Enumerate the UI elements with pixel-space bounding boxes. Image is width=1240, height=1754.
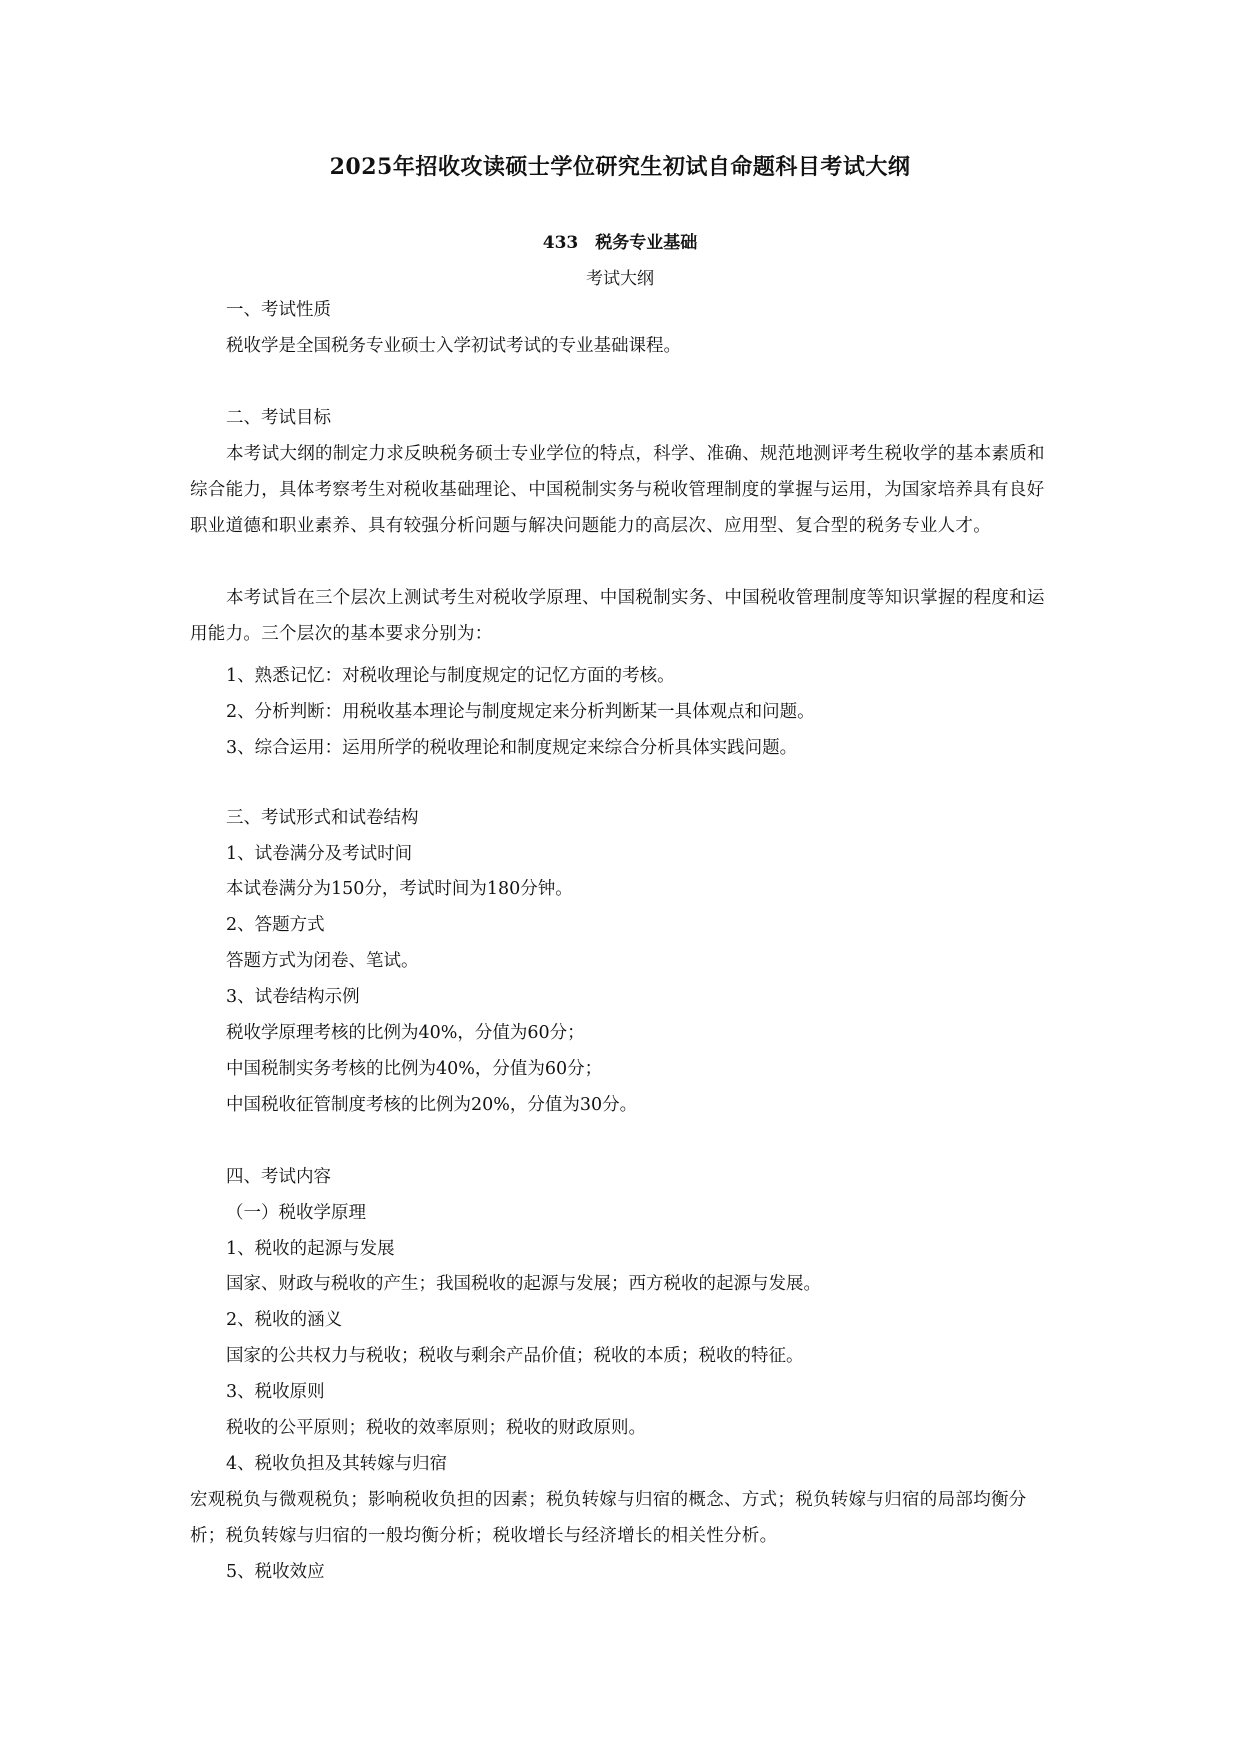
- section-2-paragraph-1: 本考试大纲的制定力求反映税务硕士专业学位的特点，科学、准确、规范地测评考生税收学的基本素质和综合能力，具体考察考生对税收基础理论、中国税制实务与税收管理制度的掌握与运用，为国家培养具有良好职业道德和职业素养、具有较强分析问题与解决问题能力的高层次、应用型、复合型的税务专业人才。: [190, 444, 1045, 536]
- section-4-item-4-text: 宏观税负与微观税负；影响税收负担的因素；税负转嫁与归宿的概念、方式；税负转嫁与归宿的局部均衡分析；税负转嫁与归宿的一般均衡分析；税收增长与经济增长的相关性分析。: [190, 1490, 1027, 1546]
- section-3-item-3-text-a: 税收学原理考核的比例为40%，分值为60分；: [226, 1023, 585, 1043]
- section-3-item-3-text-b: 中国税制实务考核的比例为40%，分值为60分；: [226, 1059, 603, 1079]
- document-subtitle: 考试大纲: [586, 269, 654, 289]
- section-3-heading: 三、考试形式和试卷结构: [226, 808, 419, 828]
- section-4-heading: 四、考试内容: [226, 1167, 331, 1187]
- section-2-level-2: 2、分析判断：用税收基本理论与制度规定来分析判断某一具体观点和问题。: [226, 702, 815, 722]
- section-3-item-1-heading: 1、试卷满分及考试时间: [226, 844, 413, 864]
- section-4-item-2-heading: 2、税收的涵义: [226, 1310, 343, 1330]
- section-3-item-3-text-c: 中国税收征管制度考核的比例为20%，分值为30分。: [226, 1095, 638, 1115]
- section-4-item-4-heading: 4、税收负担及其转嫁与归宿: [226, 1454, 448, 1474]
- section-4-item-5-heading: 5、税收效应: [226, 1562, 325, 1582]
- section-2-level-1: 1、熟悉记忆：对税收理论与制度规定的记忆方面的考核。: [226, 666, 675, 686]
- section-4-item-1-text: 国家、财政与税收的产生；我国税收的起源与发展；西方税收的起源与发展。: [226, 1274, 821, 1294]
- section-3-item-1-text: 本试卷满分为150分，考试时间为180分钟。: [226, 879, 573, 899]
- section-3-item-2-text: 答题方式为闭卷、笔试。: [226, 951, 419, 971]
- section-3-item-3-heading: 3、试卷结构示例: [226, 987, 360, 1007]
- section-3-item-2-heading: 2、答题方式: [226, 915, 325, 935]
- section-2-heading: 二、考试目标: [226, 408, 331, 428]
- subject-code-name: 433 税务专业基础: [542, 233, 698, 253]
- section-1-text: 税收学是全国税务专业硕士入学初试考试的专业基础课程。: [226, 336, 681, 356]
- section-4-item-3-heading: 3、税收原则: [226, 1382, 325, 1402]
- section-2-level-3: 3、综合运用：运用所学的税收理论和制度规定来综合分析具体实践问题。: [226, 738, 798, 758]
- section-1-heading: 一、考试性质: [226, 300, 331, 320]
- section-4-item-2-text: 国家的公共权力与税收；税收与剩余产品价值；税收的本质；税收的特征。: [226, 1346, 804, 1366]
- section-4-part-1: （一）税收学原理: [226, 1203, 366, 1223]
- section-2-paragraph-2: 本考试旨在三个层次上测试考生对税收学原理、中国税制实务、中国税收管理制度等知识掌握的程度和运用能力。三个层次的基本要求分别为：: [190, 588, 1045, 644]
- document-title: 2025年招收攻读硕士学位研究生初试自命题科目考试大纲: [329, 154, 911, 180]
- section-4-item-1-heading: 1、税收的起源与发展: [226, 1239, 395, 1259]
- section-4-item-3-text: 税收的公平原则；税收的效率原则；税收的财政原则。: [226, 1418, 646, 1438]
